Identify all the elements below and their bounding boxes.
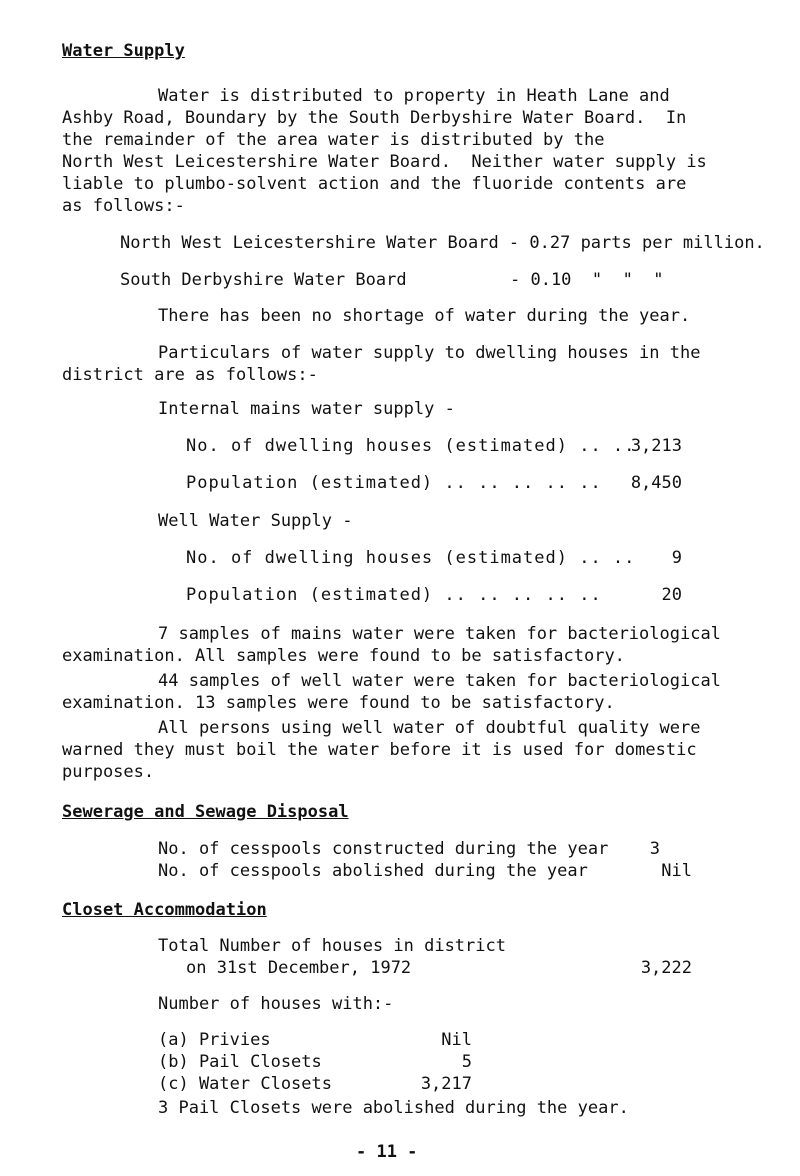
samples-mains-line: examination. All samples were found to be satisfactory. <box>62 646 625 666</box>
samples-well-line: examination. 13 samples were found to be satisfactory. <box>62 693 615 713</box>
total-houses-line: on 31st December, 1972 <box>186 958 412 978</box>
internal-mains-label: Internal mains water supply - <box>158 399 455 419</box>
closet-heading: Closet Accommodation <box>62 900 267 920</box>
mains-houses-value: 3,213 <box>630 436 682 456</box>
intro-line: liable to plumbo-solvent action and the fluoride contents are <box>62 174 687 194</box>
well-population-value: 20 <box>661 585 682 605</box>
cesspools-abolished-value: Nil <box>661 861 692 881</box>
boil-line: warned they must boil the water before it is used for domestic <box>62 740 697 760</box>
closet-item-label: (c) Water Closets <box>158 1074 332 1094</box>
sewerage-heading: Sewerage and Sewage Disposal <box>62 802 349 822</box>
intro-line: Ashby Road, Boundary by the South Derbyshire Water Board. In <box>62 108 687 128</box>
well-population-label: Population (estimated) .. .. .. .. .. <box>186 585 602 605</box>
pail-closets-abolished-text: 3 Pail Closets were abolished during the year. <box>158 1098 629 1118</box>
intro-line: Water is distributed to property in Heath Lane and <box>158 86 670 106</box>
closet-item-value: Nil <box>441 1030 472 1050</box>
fluoride-sd-label: South Derbyshire Water Board <box>120 270 407 290</box>
cesspools-abolished-label: No. of cesspools abolished during the year <box>158 861 588 881</box>
closet-item-label: (a) Privies <box>158 1030 271 1050</box>
fluoride-sd-value: - 0.10 " " " <box>510 270 664 290</box>
samples-well-line: 44 samples of well water were taken for bacteriological <box>158 671 721 691</box>
well-houses-label: No. of dwelling houses (estimated) .. .. <box>186 548 636 568</box>
water-supply-heading: Water Supply <box>62 41 185 61</box>
cesspools-constructed-label: No. of cesspools constructed during the year <box>158 839 609 859</box>
intro-line: North West Leicestershire Water Board. Neither water supply is <box>62 152 707 172</box>
boil-line: All persons using well water of doubtful quality were <box>158 718 701 738</box>
samples-mains-line: 7 samples of mains water were taken for bacteriological <box>158 624 721 644</box>
closet-item-value: 5 <box>461 1052 472 1072</box>
boil-line: purposes. <box>62 762 155 782</box>
no-shortage-text: There has been no shortage of water during the year. <box>158 306 691 326</box>
mains-houses-label: No. of dwelling houses (estimated) .. .. <box>186 436 636 456</box>
cesspools-constructed-value: 3 <box>649 839 660 859</box>
page-number: - 11 - <box>356 1142 418 1162</box>
mains-population-value: 8,450 <box>630 473 682 493</box>
fluoride-nw-line: North West Leicestershire Water Board - 0.27 parts per million. <box>120 233 765 253</box>
houses-with-label: Number of houses with:- <box>158 994 394 1014</box>
total-houses-line: Total Number of houses in district <box>158 936 506 956</box>
particulars-line: district are as follows:- <box>62 365 318 385</box>
particulars-line: Particulars of water supply to dwelling houses in the <box>158 343 701 363</box>
well-supply-label: Well Water Supply - <box>158 511 353 531</box>
intro-line: the remainder of the area water is distributed by the <box>62 130 605 150</box>
mains-population-label: Population (estimated) .. .. .. .. .. <box>186 473 602 493</box>
total-houses-value: 3,222 <box>640 958 692 978</box>
intro-line: as follows:- <box>62 196 185 216</box>
closet-item-label: (b) Pail Closets <box>158 1052 322 1072</box>
closet-item-value: 3,217 <box>420 1074 472 1094</box>
well-houses-value: 9 <box>671 548 682 568</box>
